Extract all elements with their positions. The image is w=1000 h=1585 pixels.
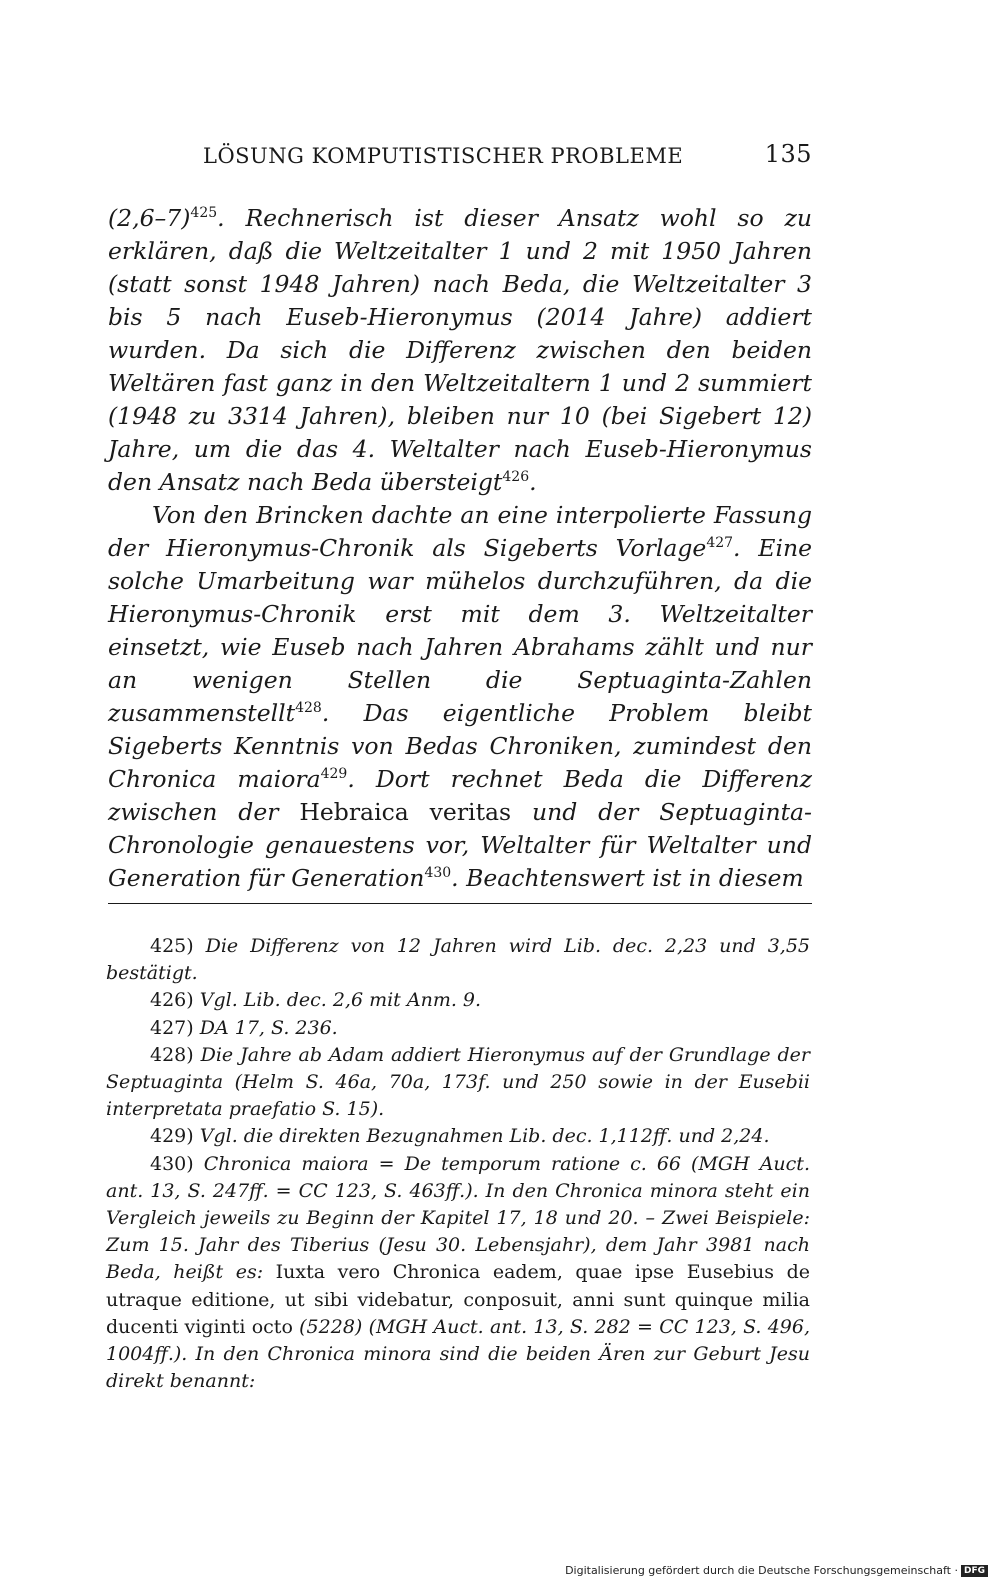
footnote-text: Chronica maiora = De temporum ratione c. 66 (MGH Auct. ant. 13, S. 247ff. = CC 123, S. 463ff.). In den Chronica minora steht ein Vergleich jeweils zu Beginn der Kapitel 17, 18 und 20. – Zwei Beispiele: Zum 15. Jahr des Tiberius (Jesu 30. Lebensjahr), dem Jahr 3981 nach Beda, heißt es:	[106, 1152, 810, 1284]
footnote-text: Die Differenz von 12 Jahren wird Lib. dec. 2,23 und 3,55 bestätigt.	[106, 935, 811, 985]
footnote-latin-quote: Iuxta vero Chronica eadem, quae ipse Eusebius de utraque editione, ut sibi videbatur, conposuit, anni sunt quinque milia ducenti viginti octo	[106, 1261, 810, 1338]
main-text	[108, 202, 812, 895]
paragraph-1	[108, 202, 812, 499]
p1-text-a: (2,6–7)	[108, 204, 191, 232]
footnote-text: Vgl. Lib. dec. 2,6 mit Anm. 9.	[199, 989, 482, 1012]
p2-text-a: Von den Brincken dachte an eine interpolierte Fassung der Hieronymus-Chronik als Sigeberts Vorlage	[108, 501, 812, 562]
p1-text-c: .	[529, 468, 537, 496]
p2-text-f: . Beachtenswert ist in diesem	[451, 864, 804, 892]
footnote-427	[106, 1015, 810, 1042]
footnote-number: 429)	[150, 1125, 194, 1148]
footnote-text: Vgl. die direkten Bezugnahmen Lib. dec. 1,112ff. und 2,24.	[199, 1125, 770, 1148]
p1-text-b: . Rechnerisch ist dieser Ansatz wohl so zu erklären, daß die Weltzeitalter 1 und 2 mit 1950 Jahren (statt sonst 1948 Jahren) nach Beda, die Weltzeitalter 3 bis 5 nach Euseb-Hieronymus (2014 Jahre) addiert wurden. Da sich die Differenz zwischen den beiden Weltären fast ganz in den Weltzeitaltern 1 und 2 summiert (1948 zu 3314 Jahren), bleiben nur 10 (bei Sigebert 12) Jahre, um die das 4. Weltalter nach Euseb-Hieronymus den Ansatz nach Beda übersteigt	[108, 204, 812, 496]
p2-upright-term: Hebraica veritas	[299, 798, 512, 826]
footnote-text: DA 17, S. 236.	[199, 1016, 338, 1039]
footnotes	[106, 933, 810, 1395]
footnote-ref-430: 430	[424, 865, 452, 881]
footnote-number: 426)	[150, 989, 194, 1012]
footnote-ref-425: 425	[190, 205, 218, 221]
footnote-ref-429: 429	[320, 766, 348, 782]
footnote-428	[106, 1042, 810, 1124]
footnote-ref-427: 427	[706, 535, 734, 551]
running-title: LÖSUNG KOMPUTISTISCHER PROBLEME	[203, 144, 684, 168]
footnote-429	[106, 1123, 810, 1150]
footnote-number: 428)	[150, 1043, 194, 1066]
footnote-ref-428: 428	[295, 700, 322, 716]
p2-text-c: . Das eigentliche Problem bleibt Sigeberts Kenntnis von Bedas Chroniken, zumindest den Chronica maiora	[108, 699, 812, 793]
paragraph-2	[108, 499, 812, 895]
running-header	[108, 140, 812, 174]
footnote-number: 427)	[150, 1016, 194, 1039]
footnote-text: (5228) (MGH Auct. ant. 13, S. 282 = CC 123, S. 496, 1004ff.). In den Chronica minora sind die beiden Ären zur Geburt Jesu direkt benannt:	[106, 1315, 811, 1393]
footnote-divider	[108, 903, 812, 904]
footnote-text: Die Jahre ab Adam addiert Hieronymus auf der Grundlage der Septuaginta (Helm S. 46a, 70a, 173f. und 250 sowie in der Eusebii interpretata praefatio S. 15).	[106, 1043, 810, 1121]
footnote-number: 425)	[150, 935, 194, 957]
page-number: 135	[764, 140, 812, 168]
dfg-logo-icon: DFG	[961, 1565, 988, 1577]
footnote-426	[106, 987, 810, 1014]
p2-text-d: . Dort rechnet Beda die Differenz zwischen der	[108, 765, 812, 826]
p2-text-b: . Eine solche Umarbeitung war mühelos durchzuführen, da die Hieronymus-Chronik erst mit dem 3. Weltzeitalter einsetzt, wie Euseb nach Jahren Abrahams zählt und nur an wenigen Stellen die Septuaginta-Zahlen zusammenstellt	[108, 534, 813, 727]
digitization-credit	[565, 1564, 988, 1577]
footnote-number: 430)	[150, 1152, 194, 1175]
footnote-ref-426: 426	[502, 469, 530, 485]
footnote-425	[106, 933, 810, 987]
p2-text-e: und der Septuaginta-Chronologie genauestens vor, Weltalter für Weltalter und Generation für Generation	[108, 798, 812, 892]
footnote-430	[106, 1151, 810, 1396]
credit-text: Digitalisierung gefördert durch die Deutsche Forschungsgemeinschaft ·	[565, 1564, 958, 1577]
